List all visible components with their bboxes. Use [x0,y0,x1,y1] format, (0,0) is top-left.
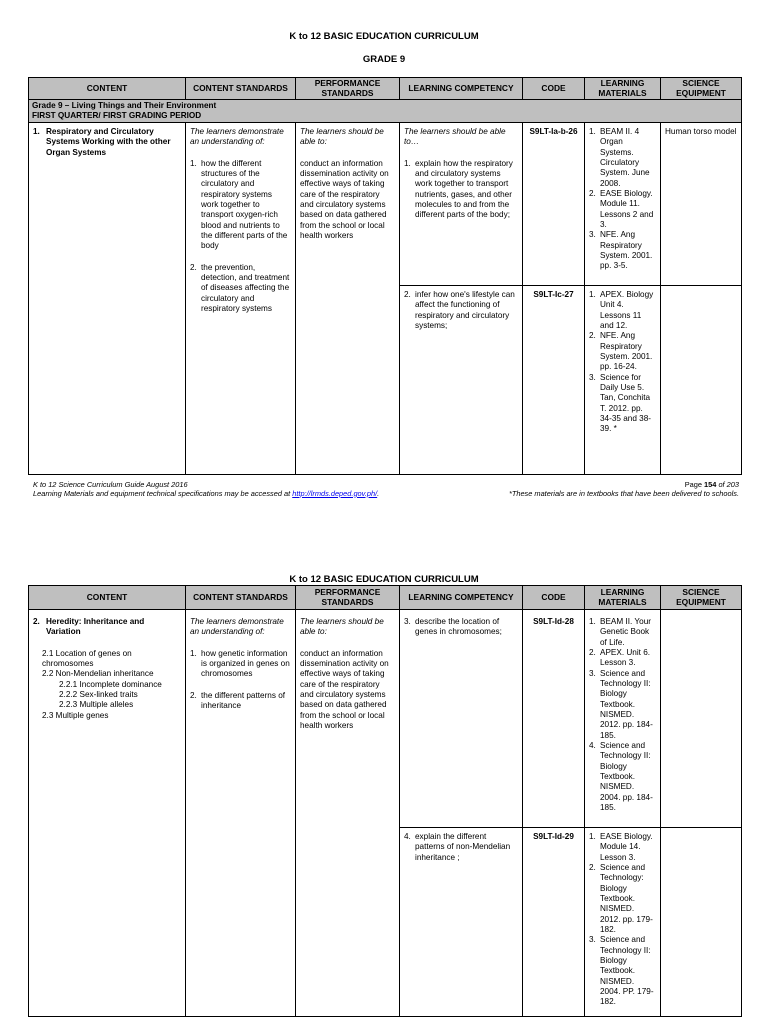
header-performance-standards: PERFORMANCE STANDARDS [296,78,400,100]
material-item: 1. BEAM II. 4 Organ Systems. Circulatory System. June 2008. [589,127,650,188]
material-item: 2. Science and Technology: Biology Textbook. NISMED. 2012. pp. 179-182. [589,862,653,934]
learning-materials-cell [585,123,661,286]
table-row [29,123,742,286]
performance-standards-cell [296,123,400,475]
header-learning-materials: LEARNING MATERIALS [585,78,661,100]
material-item: 2. EASE Biology. Module 11. Lessons 2 and 3. [589,188,654,229]
learning-materials-cell [585,828,661,1017]
page2-title: K to 12 BASIC EDUCATION CURRICULUM [289,574,479,585]
header-content-standards: CONTENT STANDARDS [186,586,296,610]
learning-materials-cell [585,610,661,828]
header-learning-materials: LEARNING MATERIALS [585,586,661,610]
table-row [29,610,742,828]
page1-footer [33,481,739,499]
lc-item: 4. explain the different patterns of non-Mendelian inheritance ; [404,832,511,862]
header-learning-competency: LEARNING COMPETENCY [400,78,523,100]
code-cell: S9LT-Id-29 [523,828,585,1017]
learning-materials-cell [585,286,661,475]
content-standards-cell [186,123,296,475]
header-science-equipment: SCIENCE EQUIPMENT [661,78,742,100]
page-number: Page 154 of 203 [684,480,739,489]
material-item: 3. Science and Technology II: Biology Textbook. NISMED. 2004. PP. 179-182. [589,935,654,1007]
cs-item: 1. how genetic information is organized in genes on chromosomes [190,648,290,679]
lc-intro: The learners should be able to… [404,127,506,147]
content-cell [29,123,186,475]
page1-band-row [29,100,742,123]
science-equipment-cell [661,828,742,1017]
lc-item: 3. describe the location of genes in chromosomes; [404,617,502,637]
science-equipment-cell: Human torso model [661,123,742,286]
ps-text: conduct an information dissemination activity on effective ways of taking care of the respiratory and circulatory systems based on data gathered from the school or local health workers [300,158,389,240]
ps-text: conduct an information dissemination activity on effective ways of taking care of the respiratory and circulatory systems based on data gathered from the school or local health workers [300,648,389,730]
content-topic [33,127,181,158]
footer-textbook-note: *These materials are in textbooks that have been delivered to schools. [508,488,739,498]
band-line-1: Grade 9 – Living Things and Their Environment [32,101,217,111]
band-line-2: FIRST QUARTER/ FIRST GRADING PERIOD [32,111,202,121]
header-content-standards: CONTENT STANDARDS [186,78,296,100]
cs-intro: The learners demonstrate an understanding of: [190,127,284,147]
material-item: 3. NFE. Ang Respiratory System. 2001. pp. 3-5. [589,230,653,271]
header-performance-standards: PERFORMANCE STANDARDS [296,586,400,610]
performance-standards-cell [296,610,400,1017]
cs-item: 1. how the different structures of the circulatory and respiratory systems work together to transport oxygen-rich blood and nutrients to the different parts of the body [190,158,288,251]
material-item: 2. APEX. Unit 6. Lesson 3. [589,647,651,668]
lrmds-link[interactable]: http://lrmds.deped.gov.ph/ [292,488,378,498]
code-cell: S9LT-Ia-b-26 [523,123,585,286]
content-subtopic: 2.2 Non-Mendelian inheritance [42,669,154,679]
footer-guide-line: K to 12 Science Curriculum Guide August 2016 [33,480,188,489]
content-subtopic: 2.2.2 Sex-linked traits [59,689,138,699]
content-subtopic: 2.2.1 Incomplete dominance [59,679,162,689]
content-standards-cell [186,610,296,1017]
page2-header-row [29,586,742,610]
content-subtopic: 2.2.3 Multiple alleles [59,700,134,710]
lc-item: 1. explain how the respiratory and circulatory systems work together to transport nutrients, gases, and other molecules to and from the different parts of the body; [404,158,513,220]
material-item: 1. EASE Biology. Module 14. Lesson 3. [589,832,653,862]
learning-competency-cell [400,286,523,475]
code-cell: S9LT-Ic-27 [523,286,585,475]
cs-item: 2. the prevention, detection, and treatment of diseases affecting the circulatory and respiratory systems [190,262,290,313]
page1-curriculum-table [28,77,742,475]
content-topic-number: 2. [33,617,40,626]
content-subtopic: 2.1 Location of genes on chromosomes [42,648,132,668]
learning-competency-cell [400,828,523,1017]
content-topic-text: Respiratory and Circulatory Systems Working with the other Organ Systems [46,127,171,157]
content-topic-number: 1. [33,127,40,136]
footer-access-line: Learning Materials and equipment technical specifications may be accessed at http://lrmds.deped.gov.ph/. [33,488,380,498]
ps-intro: The learners should be able to: [300,127,384,147]
material-item: 3. Science and Technology II: Biology Textbook. NISMED. 2012. pp. 184-185. [589,668,653,740]
content-subtopic: 2.3 Multiple genes [42,710,109,720]
footer-right [509,481,739,499]
learning-competency-cell [400,123,523,286]
material-item: 1. BEAM II. Your Genetic Book of Life. [589,617,651,647]
header-code: CODE [523,78,585,100]
lc-item: 2. infer how one's lifestyle can affect the functioning of respiratory and circulatory systems; [404,290,515,330]
science-equipment-cell [661,610,742,828]
cs-intro: The learners demonstrate an understanding of: [190,617,284,637]
page2-curriculum-table [28,585,742,1017]
quarter-band [29,100,742,123]
material-item: 2. NFE. Ang Respiratory System. 2001. pp. 16-24. [589,331,653,372]
header-learning-competency: LEARNING COMPETENCY [400,586,523,610]
header-content: CONTENT [29,78,186,100]
science-equipment-cell [661,286,742,475]
ps-intro: The learners should be able to: [300,617,384,637]
page1-title: K to 12 BASIC EDUCATION CURRICULUM [289,31,479,42]
learning-competency-cell [400,610,523,828]
content-topic [33,617,181,638]
material-item: 4. Science and Technology II: Biology Textbook. NISMED. 2004. pp. 184-185. [589,740,653,812]
header-science-equipment: SCIENCE EQUIPMENT [661,586,742,610]
content-topic-text: Heredity: Inheritance and Variation [46,617,145,637]
material-item: 3. Science for Daily Use 5. Tan, Conchita T. 2012. pp. 34-35 and 38-39. * [589,372,651,434]
header-code: CODE [523,586,585,610]
cs-item: 2. the different patterns of inheritance [190,690,286,710]
page1-header-row [29,78,742,100]
page1-grade-title: GRADE 9 [362,54,406,65]
code-cell: S9LT-Id-28 [523,610,585,828]
content-cell [29,610,186,1017]
material-item: 1. APEX. Biology Unit 4. Lessons 11 and 12. [589,290,654,330]
header-content: CONTENT [29,586,186,610]
